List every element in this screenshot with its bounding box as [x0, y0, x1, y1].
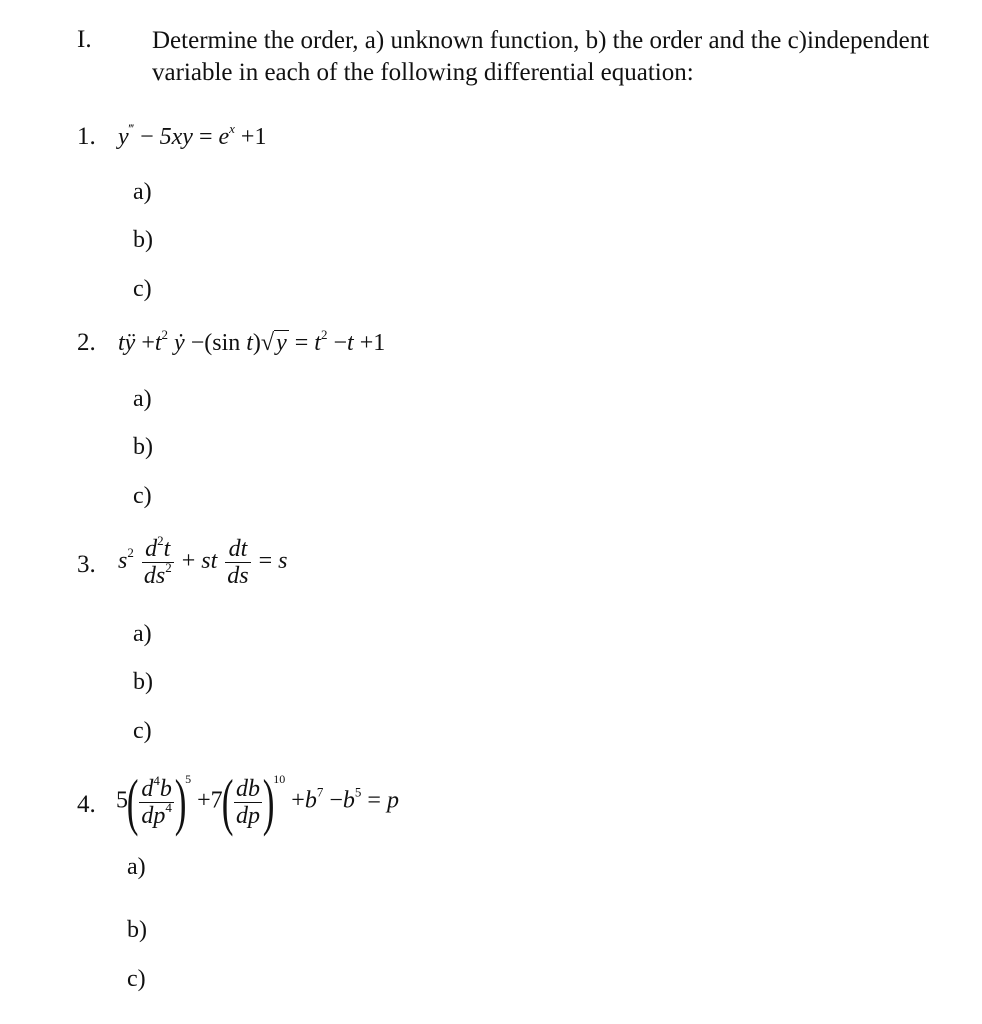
- question-1-part-b: b): [133, 227, 153, 253]
- question-2-part-b: b): [133, 434, 153, 460]
- question-3-part-b: b): [133, 669, 153, 695]
- question-4-part-a: a): [127, 854, 146, 880]
- question-1-equation: $y^‴ - 5xy = e^x +1$: [118, 121, 267, 150]
- question-4-equation: 5( $\frac{d^4b}{dp^4}$ )5 +7( $\frac{db}{dp}$ )$10 +b^7 -b^5 = p$: [116, 766, 399, 837]
- question-2-part-a: a): [133, 386, 152, 412]
- question-3-part-c: c): [133, 718, 152, 744]
- question-2-part-c: c): [133, 483, 152, 509]
- question-4-number: 4.: [77, 791, 96, 818]
- question-3-number: 3.: [77, 551, 96, 578]
- question-1-number: 1.: [77, 123, 96, 150]
- question-2-number: 2.: [77, 329, 96, 356]
- question-1-part-c: c): [133, 276, 152, 302]
- question-4-part-c: c): [127, 966, 146, 992]
- question-3-equation: $s^2$ $\frac{d^2t}{ds^2}$ + st $\frac{dt}{ds}$ = s: [118, 533, 288, 589]
- question-3-part-a: a): [133, 621, 152, 647]
- question-1-part-a: a): [133, 179, 152, 205]
- question-2-equation: tÿ $+t^2$ ẏ −(sin $t)√y = t^2 -t +1$: [118, 327, 386, 356]
- section-numeral: I.: [77, 26, 92, 53]
- instruction-text: Determine the order, a) unknown function, b) the order and the c)independent variable in each of the following differential equation:: [152, 27, 930, 86]
- question-4-part-b: b): [127, 917, 147, 943]
